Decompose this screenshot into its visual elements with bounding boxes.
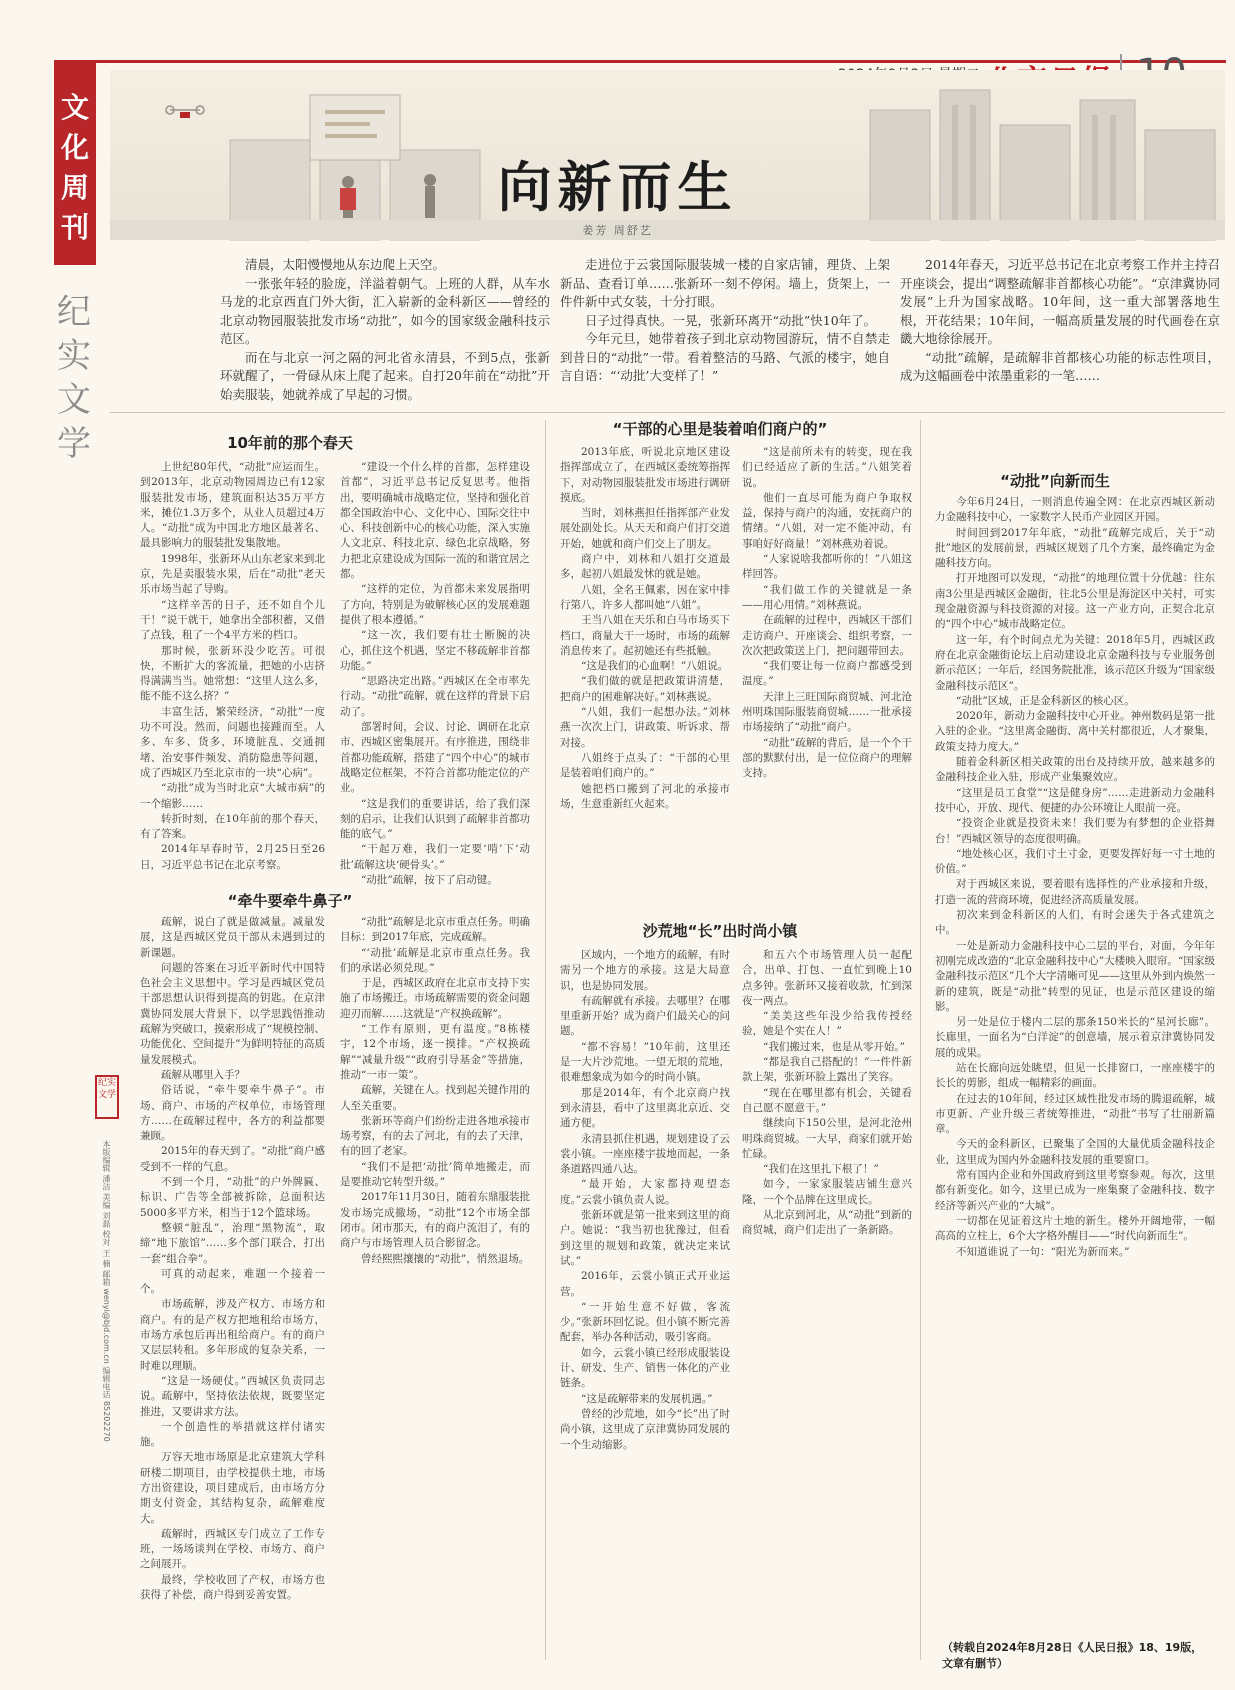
paragraph: “最开始，大家都持观望态度。”云裳小镇负责人说。 — [560, 1178, 730, 1206]
article-title: 向新而生 — [497, 156, 738, 219]
paragraph: “动批”疏解是北京市重点任务。明确目标：到2017年底，完成疏解。 — [340, 916, 530, 944]
section-4-column — [560, 948, 730, 1660]
paragraph: 疏解从哪里入手？ — [161, 1068, 245, 1081]
source-note: （转载自2024年8月28日《人民日报》18、19版，文章有删节） — [942, 1641, 1203, 1670]
intro-paragraph: 清晨，太阳慢慢地从东边爬上天空。 — [245, 257, 446, 272]
section-2-column — [340, 915, 530, 1655]
paragraph: 可真的动起来，难题一个接着一个。 — [140, 1267, 325, 1296]
paragraph: “这是疏解带来的发展机遇。” — [581, 1392, 713, 1405]
paragraph: “都是我自己搭配的！”一件件新款上架，张新环脸上露出了笑容。 — [742, 1056, 912, 1084]
paragraph: 如今，云裳小镇已经形成服装设计、研发、生产、销售一体化的产业链条。 — [560, 1346, 730, 1390]
intro-paragraph: 走进位于云裳国际服装城一楼的自家店铺，理货、上架新品、查看订单……张新环一刻不停闲。墙上，货架上，一件件新中式女装，十分打眼。 — [560, 257, 890, 309]
section-3-column — [742, 445, 912, 905]
paragraph: 疏解，说白了就是做减量。减量发展，这是西城区党员干部从未遇到过的新课题。 — [140, 916, 325, 959]
paragraph: “这样的定位，为首都未来发展指明了方向，特别是为破解核心区的发展难题提供了根本遵循。” — [340, 583, 530, 626]
paragraph: 那是2014年，有个北京商户找到永清县，看中了这里离北京近、交通方便。 — [560, 1086, 730, 1130]
section-label: 文化周刊 — [60, 91, 89, 244]
paragraph: “这是一场硬仗。”西城区负责同志说。疏解中，坚持依法依规，既要坚定推进，又要讲求方法。 — [140, 1374, 325, 1418]
section-5-column — [935, 495, 1215, 1635]
paragraph: 张新环等商户们纷纷走进各地承接市场考察，有的去了河北，有的去了天津，有的回了老家。 — [340, 1114, 530, 1158]
paragraph: 如今，一家家服装店铺生意兴隆，一个个品牌在这里成长。 — [742, 1178, 912, 1206]
paragraph: 部署时间，会议、讨论、调研在北京市、西城区密集展开。有序推进，围绕非首都功能疏解，搭建了“四个中心”的城市战略定位框架，不符合首都功能定位的产业。 — [340, 721, 530, 795]
paragraph: 最终，学校收回了产权，市场方也获得了补偿，商户得到妥善安置。 — [140, 1573, 325, 1602]
paragraph: 这一年，有个时间点尤为关键：2018年5月，西城区政府在北京金融街论坛上启动建设北京金融科技与专业服务创新示范区；一年后，经国务院批准，该示范区升级为“国家级金融科技示范区”。 — [935, 633, 1215, 692]
paragraph: 不知道谁说了一句：“阳光为新而来。” — [956, 1245, 1130, 1258]
paragraph: 八姐终于点头了：“干部的心里是装着咱们商户的。” — [560, 751, 730, 780]
paragraph: 俗话说，“牵牛要牵牛鼻子”。市场、商户、市场的产权单位，市场管理方……在疏解过程中，各方的利益都要兼顾。 — [140, 1084, 325, 1143]
paragraph: “动批”成为当时北京“大城市病”的一个缩影…… — [140, 782, 325, 810]
section-heading-4: 沙荒地“长”出时尚小镇 — [642, 922, 798, 940]
section-heading-3: “干部的心里是装着咱们商户的” — [612, 420, 828, 438]
paragraph: “这是我们的重要讲话，给了我们深刻的启示，让我们认识到了疏解非首都功能的底气。” — [340, 797, 530, 841]
paragraph: 曾经熙熙攘攘的“动批”，悄然退场。 — [361, 1252, 530, 1265]
seal-stamp: 纪实文学 — [95, 1075, 119, 1119]
intro-divider — [110, 412, 1225, 413]
paragraph: “我们做工作的关键就是一条——用心用情。”刘林燕说。 — [742, 583, 912, 611]
paragraph: 打开地图可以发现，“动批”的地理位置十分优越：往东南3公里是西城区金融街，往北5公里是海淀区中关村，可实现金融资源与科技资源的对接。这一产业方向，正契合北京的“四个中心”城市战略定位。 — [935, 572, 1215, 631]
paragraph: “动批”疏解的背后，是一个个干部的默默付出，是一位位商户的理解支持。 — [742, 736, 912, 780]
paragraph: “美美这些年没少给我传授经验，她是个实在人！” — [742, 1010, 912, 1038]
intro-paragraph: 一张张年轻的脸庞，洋溢着朝气。上班的人群，从车水马龙的北京西直门外大街，汇入崭新的金科新区——曾经的北京动物园服装批发市场“动批”，如今的国家级金融科技示范区。 — [220, 275, 550, 346]
paragraph: 一处是新动力金融科技中心二层的平台，对面，今年年初刚完成改造的“北京金融科技中心”大楼映入眼帘。“国家级金融科技示范区”几个大字清晰可见——这里从外到内焕然一新的建筑，既是“动批”转型的见证，也是示范区建设的缩影。 — [935, 939, 1215, 1013]
paragraph: 万容天地市场原是北京建筑大学科研楼二期项目，由学校提供土地，市场方出资建设，项目建成后，由市场方分期支付资金，其结构复杂，疏解难度大。 — [140, 1451, 325, 1525]
intro-paragraph: 今年元旦，她带着孩子到北京动物园游玩，情不自禁走到昔日的“动批”一带。看着整洁的马路、气派的楼宇，她自言自语：“‘动批’大变样了！” — [560, 331, 890, 383]
paragraph: “我们在这里扎下根了！” — [763, 1163, 879, 1176]
section-4-column — [742, 948, 912, 1660]
paragraph: 张新环就是第一批来到这里的商户。她说：“我当初也犹豫过，但看到这里的规划和政策，就决定来试试。” — [560, 1209, 730, 1267]
paragraph: 时间回到2017年年底，“动批”疏解完成后，关于“动批”地区的发展前景，西城区规划了几个方案，最终确定为金融科技方向。 — [935, 526, 1215, 570]
paragraph: 整顿“脏乱”，治理“黑物流”，取缔“地下旅馆”……多个部门联合，打出一套“组合拳”。 — [140, 1221, 325, 1265]
section-heading-5: “动批”向新而生 — [1000, 472, 1110, 490]
section-3-column — [560, 445, 730, 905]
paragraph: “‘动批’疏解是北京市重点任务。我们的承诺必须兑现。” — [340, 946, 530, 974]
paragraph: 继续向下150公里，是河北沧州明珠商贸城。一大早，商家们就开始忙碌。 — [742, 1117, 912, 1160]
section-1-column — [140, 460, 325, 875]
paragraph: 常有国内企业和外国政府到这里考察参观。每次，这里都有新变化。如今，这里已成为一座集聚了金融科技、数字经济等新兴产业的“大城”。 — [935, 1169, 1215, 1212]
paragraph: “动批”区域，正是金科新区的核心区。 — [956, 694, 1135, 707]
paragraph: “都不容易！”10年前，这里还是一大片沙荒地。一望无垠的荒地，很难想象成为如今的时尚小镇。 — [560, 1040, 730, 1084]
paragraph: 在疏解的过程中，西城区干部们走访商户、开座谈会、组织考察，一次次把政策送上门，把问题带回去。 — [742, 614, 912, 657]
paragraph: 2017年11月30日，随着东鼎服装批发市场完成撤场，“动批”12个市场全部闭市。闭市那天，有的商户流泪了，有的商户与市场管理人员合影留念。 — [340, 1191, 530, 1250]
paragraph: 2013年底，听说北京地区建设指挥部成立了，在西城区委统筹指挥下，对动物园服装批发市场进行调研摸底。 — [560, 446, 730, 504]
section-2-column — [140, 915, 325, 1655]
paragraph: 和五六个市场管理人员一起配合，出单、打包、一直忙到晚上10点多钟。张新环又接着收款，忙到深夜一两点。 — [742, 949, 912, 1007]
paragraph: 曾经的沙荒地，如今“长”出了时尚小镇，这里成了京津冀协同发展的一个生动缩影。 — [560, 1407, 730, 1451]
editors-note: 本版编辑 潘洁 美编 刘磊 校对 王 楠 邮箱 wenyi@bjd.com.cn 编辑电话 85202270 — [102, 1140, 111, 1442]
paragraph: “我们不是把‘动批’简单地搬走，而是要推动它转型升级。” — [340, 1160, 530, 1189]
intro-paragraph: 2014年春天，习近平总书记在北京考察工作并主持召开座谈会，提出“调整疏解非首都核心功能”。“京津冀协同发展”上升为国家战略。10年间，这一重大部署落地生根，开花结果；10年间，一幅高质量发展的时代画卷在京畿大地徐徐展开。 — [900, 257, 1220, 346]
paragraph: 天津上三旺国际商贸城、河北沧州明珠国际服装商贸城……一批承接市场接纳了“动批”商户。 — [742, 690, 912, 734]
paragraph: “一开始生意不好做，客流少。”张新环回忆说。但小镇不断完善配套，举办各种活动，吸引客商。 — [560, 1300, 730, 1344]
paragraph: 今天的金科新区，已聚集了全国的大量优质金融科技企业，这里成为国内外金融科技发展的重要窗口。 — [935, 1138, 1215, 1166]
paragraph: 问题的答案在习近平新时代中国特色社会主义思想中。学习是西城区党员干部思想认识得到提高的钥匙。在京津冀协同发展大背景下，以学思践悟推动疏解为突破口，摸索形成了“规模控制、功能优化、空间提升”为鲜明特征的高质量发展模式。 — [140, 961, 325, 1066]
paragraph: 一个创造性的举措就这样付诸实施。 — [140, 1420, 325, 1449]
paragraph: “工作有原则，更有温度。”8栋楼宇，12个市场，逐一摸排。“产权换疏解”“减量升级”“政府引导基金”等措施，推动“一市一策”。 — [340, 1023, 530, 1081]
paragraph: 不到一个月，“动批”的户外牌匾、标识、广告等全部被拆除，总面积达5000多平方米，相当于12个篮球场。 — [140, 1176, 325, 1219]
section-1-column — [340, 460, 530, 887]
paragraph: 转折时刻，在10年前的那个春天，有了答案。 — [140, 812, 325, 841]
paragraph: 初次来到金科新区的人们，有时会迷失于各式建筑之中。 — [935, 909, 1215, 937]
column-name: 纪实文学 — [57, 292, 91, 464]
paragraph: 市场疏解，涉及产权方、市场方和商户。有的是产权方把地租给市场方，市场方承包后再出租给商户。有的商户又层层转租。多年形成的复杂关系，一时难以理顺。 — [140, 1298, 325, 1372]
paragraph: “这是前所未有的转变，现在我们已经适应了新的生活。”八姐笑着说。 — [742, 446, 912, 489]
paragraph: “这一次，我们要有壮士断腕的决心，抓住这个机遇，坚定不移疏解非首都功能。” — [340, 629, 530, 672]
paragraph: 区域内，一个地方的疏解，有时需另一个地方的承接。这是大局意识，也是协同发展。 — [560, 949, 730, 992]
paragraph: “地处核心区，我们寸土寸金，更要发挥好每一寸土地的价值。” — [935, 847, 1215, 876]
paragraph: 他们一直尽可能为商户争取权益，保持与商户的沟通，安抚商户的情绪。“八姐，对一定不能冲动，有事咱好好商量！”刘林燕劝着说。 — [742, 491, 912, 550]
paragraph: 她把档口搬到了河北的承接市场，生意重新红火起来。 — [560, 782, 730, 810]
paragraph: 上世纪80年代，“动批”应运而生。到2013年，北京动物园周边已有12家服装批发市场，建筑面积达35万平方米，摊位1.3万多个，从业人员超过4万人。“动批”成为中国北方地区最著名、最具影响力的服装批发集散地。 — [140, 461, 325, 550]
paragraph: “我们搬过来，也是从零开始。” — [763, 1040, 905, 1053]
paragraph: “干起万难，我们一定要‘啃’下‘动批’疏解这块‘硬骨头’。” — [340, 843, 530, 871]
paragraph: 从北京到河北，从“动批”到新的商贸城，商户们走出了一条新路。 — [742, 1209, 912, 1237]
paragraph: “这里是员工食堂”“这是健身房”……走进新动力金融科技中心，开放、现代、便捷的办公环境让人眼前一亮。 — [935, 786, 1215, 814]
paragraph: 一切都在见证着这片土地的新生。楼外开阔地带，一幅高高的立柱上，6个大字格外醒目——“时代向新而生”。 — [935, 1214, 1215, 1243]
paragraph: 那时候，张新环没少吃苦。可很快，不断扩大的客流量，把她的小店挤得满满当当。她常想：“这里人这么多，能不能不这么挤？” — [140, 644, 325, 703]
intro-column-1 — [220, 256, 550, 404]
paragraph: 2016年，云裳小镇正式开业运营。 — [560, 1270, 730, 1298]
paragraph: 站在长廊向远处眺望，但见一长排窗口，一座座楼宇的长长的剪影，组成一幅精彩的画面。 — [935, 1061, 1215, 1090]
column-divider — [920, 420, 921, 1660]
paragraph: “这样辛苦的日子，还不如自个儿干！”说干就干，她拿出全部积蓄，又借了点钱，租了一个4平方米的档口。 — [140, 598, 325, 642]
intro-column-3 — [900, 256, 1220, 386]
paragraph: “投资企业就是投资未来！我们要为有梦想的企业搭舞台！”西城区领导的态度很明确。 — [935, 817, 1215, 845]
paragraph: 疏解时，西城区专门成立了工作专班，一场场谈判在学校、市场方、商户之间展开。 — [140, 1527, 325, 1571]
intro-paragraph: 日子过得真快。一晃，张新环离开“动批”快10年了。 — [585, 312, 877, 328]
paragraph: “建设一个什么样的首都，怎样建设首都”，习近平总书记反复思考。他指出，要明确城市战略定位，坚持和强化首都全国政治中心、文化中心、国际交往中心、科技创新中心的核心功能，深入实施人文北京、科技北京、绿色北京战略，努力把北京建设成为国际一流的和谐宜居之都。 — [340, 461, 530, 581]
paragraph: 疏解，关键在人。找到起关键作用的人至关重要。 — [340, 1084, 530, 1112]
paragraph: 永清县抓住机遇，规划建设了云裳小镇。一座座楼宇拔地而起，一条条道路四通八达。 — [560, 1132, 730, 1176]
paragraph: “思路决定出路。”西城区在全市率先行动。“动批”疏解，就在这样的背景下启动了。 — [340, 675, 530, 718]
paragraph: 八姐，全名王佩素，因在家中排行第八，许多人都叫她“八姐”。 — [560, 583, 730, 611]
paragraph: “这是我们的心血啊！”八姐说。 — [581, 660, 729, 673]
paragraph: “八姐，我们一起想办法。”刘林燕一次次上门，讲政策、听诉求、帮对接。 — [560, 706, 730, 749]
paragraph: 在过去的10年间，经过区域性批发市场的腾退疏解，城市更新、产业升级三者统筹推进，“动批”书写了壮丽新篇章。 — [935, 1092, 1215, 1136]
paragraph: 王当八姐在天乐和白马市场买下档口，商量大干一场时，市场的疏解消息传来了。起初她还有些抵触。 — [560, 614, 730, 657]
paragraph: 商户中，刘林和八姐打交道最多，起初八姐最发怵的就是她。 — [560, 553, 730, 581]
paragraph: 丰富生活，繁荣经济，“动批”一度功不可没。然而，问题也接踵而至。人多、车多、货多，环境脏乱、交通拥堵、治安事件频发、消防隐患等问题，成了西城区乃至北京市的一块“心病”。 — [140, 705, 325, 779]
article-byline: 姜芳 周舒艺 — [582, 224, 653, 237]
paragraph: 对于西城区来说，要着眼有选择性的产业承接和升级，打造一流的营商环境，促进经济高质量发展。 — [935, 878, 1215, 906]
paragraph: “我们要让每一位商户都感受到温度。” — [742, 660, 912, 688]
paragraph: “动批”疏解，按下了启动键。 — [361, 874, 498, 887]
paragraph: 有疏解就有承接。去哪里？在哪里重新开始？成为商户们最关心的问题。 — [560, 994, 730, 1038]
paragraph: 2015年的春天到了。“动批”商户感受到不一样的气息。 — [140, 1145, 325, 1173]
paragraph: 今年6月24日，一则消息传遍全网：在北京西城区新动力金融科技中心，一家数字人民币产业园区开园。 — [935, 496, 1215, 524]
paragraph: 2020年，新动力金融科技中心开业。神州数码是第一批入驻的企业。“这里离金融街、离中关村都很近，人才聚集，政策支持力度大。” — [935, 710, 1215, 753]
intro-paragraph: “动批”疏解，是疏解非首都核心功能的标志性项目，成为这幅画卷中浓墨重彩的一笔…… — [900, 349, 1220, 383]
paragraph: “人家说啥我都听你的！”八姐这样回答。 — [742, 553, 912, 581]
column-divider — [545, 420, 546, 1660]
paragraph: 2014年早春时节，2月25日至26日，习近平总书记在北京考察。 — [140, 843, 325, 871]
paragraph: 1998年，张新环从山东老家来到北京，先是卖服装水果，后在“动批”老天乐市场当起了导购。 — [140, 552, 325, 596]
intro-column-2 — [560, 256, 890, 386]
paragraph: 另一处是位于楼内二层的那条150米长的“星河长廊”。长廊里，一面名为“白洋淀”的创意墙，展示着京津冀协同发展的成果。 — [935, 1016, 1215, 1059]
paragraph: 当时，刘林燕担任指挥部产业发展处副处长。从天天和商户们打交道开始，她就和商户们交上了朋友。 — [560, 507, 730, 550]
paragraph: “我们做的就是把政策讲清楚，把商户的困难解决好。”刘林燕说。 — [560, 675, 730, 703]
section-heading-1: 10年前的那个春天 — [227, 434, 353, 452]
paragraph: 随着金科新区相关政策的出台及持续开放，越来越多的金融科技企业入驻，形成产业集聚效应。 — [935, 756, 1215, 784]
paragraph: “现在在哪里都有机会，关键看自己愿不愿意干。” — [742, 1086, 912, 1114]
intro-paragraph: 而在与北京一河之隔的河北省永清县，不到5点，张新环就醒了，一骨碌从床上爬了起来。自打20年前在“动批”开始卖服装，她就养成了早起的习惯。 — [220, 349, 550, 402]
section-heading-2: “牵牛要牵牛鼻子” — [227, 892, 353, 910]
paragraph: 于是，西城区政府在北京市支持下实施了市场搬迁。市场疏解需要的资金问题迎刃而解……这就是“产权换疏解”。 — [340, 977, 530, 1020]
